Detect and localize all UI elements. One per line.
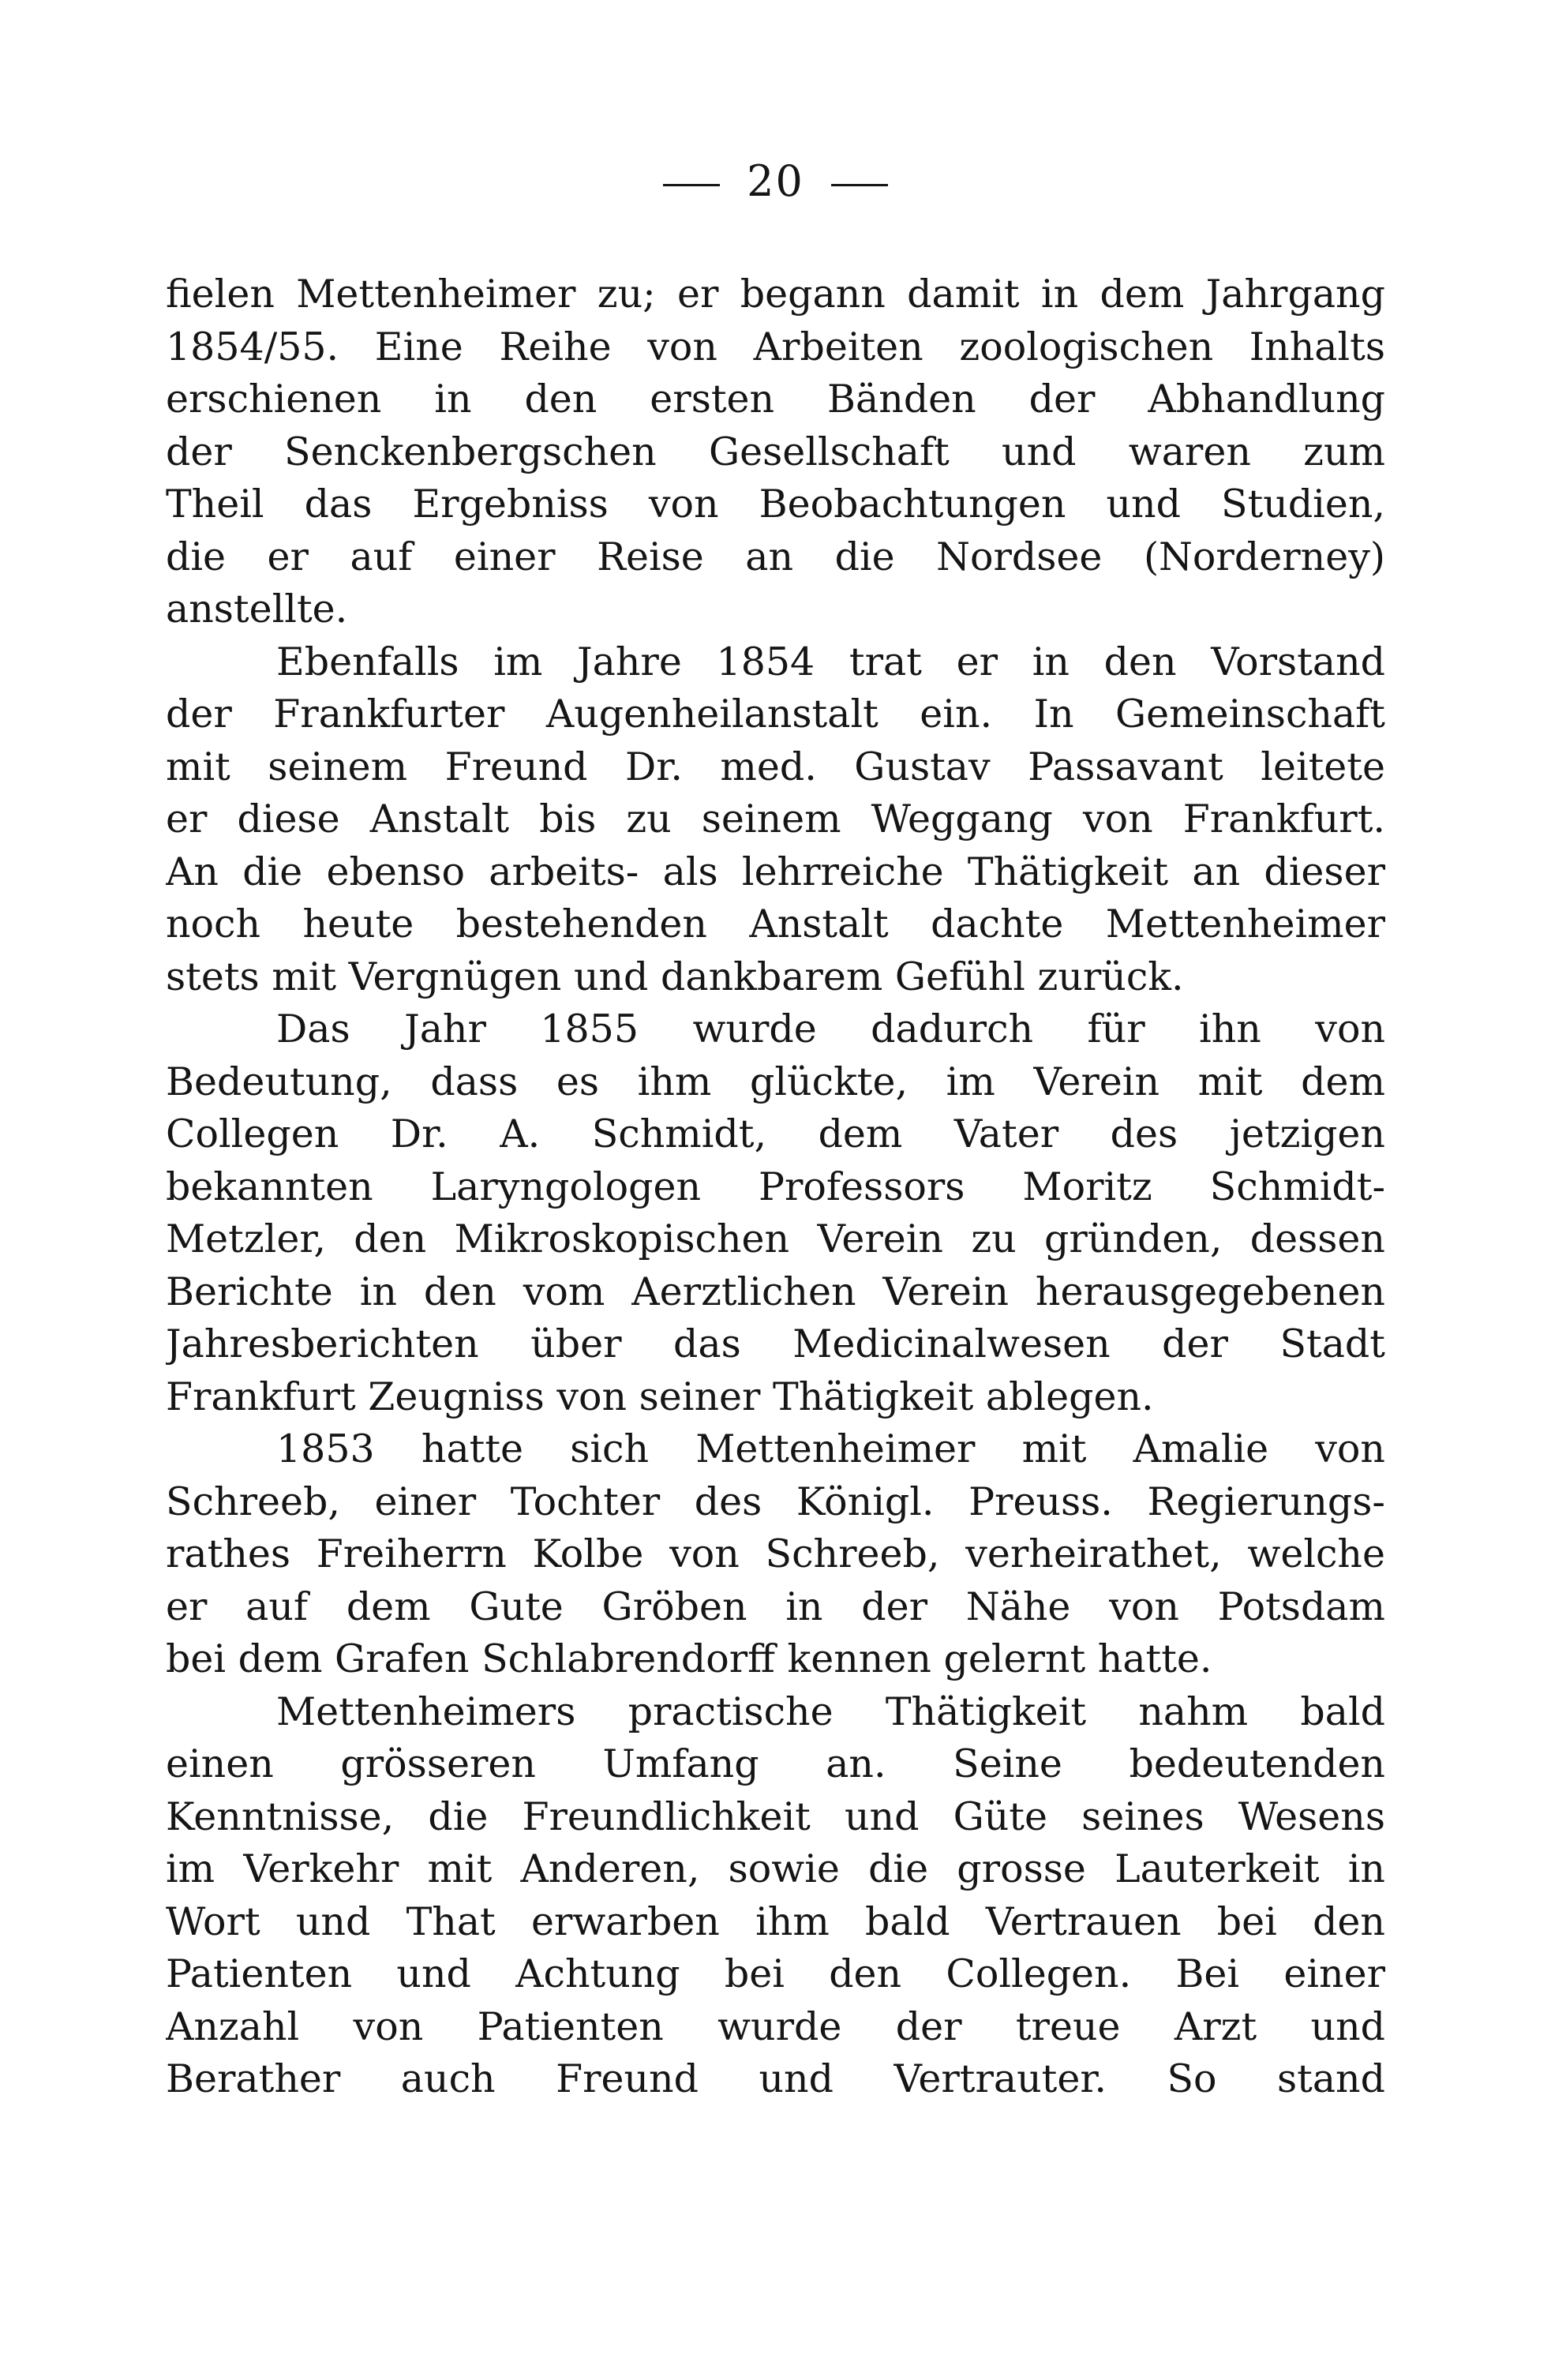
text-line: mit seinem Freund Dr. med. Gustav Passavant leitete — [166, 744, 1385, 789]
text-line: im Verkehr mit Anderen, sowie die grosse Lauterkeit in — [166, 1846, 1385, 1891]
text-line: Kenntnisse, die Freundlichkeit und Güte seines Wesens — [166, 1793, 1385, 1839]
text-line: Das Jahr 1855 wurde dadurch für ihn von — [276, 1006, 1385, 1051]
text-line: bekannten Laryngologen Professors Moritz Schmidt- — [166, 1164, 1385, 1209]
text-line: Collegen Dr. A. Schmidt, dem Vater des jetzigen — [166, 1111, 1385, 1156]
text-line: Bedeutung, dass es ihm glückte, im Verein mit dem — [166, 1059, 1385, 1104]
text-line: anstellte. — [166, 587, 348, 632]
text-line: Ebenfalls im Jahre 1854 trat er in den Vorstand — [276, 639, 1385, 684]
text-line: Theil das Ergebniss von Beobachtungen und Studien, — [166, 482, 1385, 527]
text-line: erschienen in den ersten Bänden der Abhandlung — [166, 377, 1385, 422]
text-line: Mettenheimers practische Thätigkeit nahm bald — [276, 1688, 1385, 1734]
left-dash — [663, 184, 720, 186]
text-line: Patienten und Achtung bei den Collegen. Bei einer — [166, 1951, 1385, 1996]
text-line: Jahresberichten über das Medicinalwesen der Stadt — [166, 1321, 1385, 1366]
text-line: stets mit Vergnügen und dankbarem Gefühl zurück. — [166, 954, 1184, 999]
text-line: rathes Freiherrn Kolbe von Schreeb, verheirathet, welche — [166, 1531, 1385, 1576]
text-line: die er auf einer Reise an die Nordsee (Norderney) — [166, 534, 1385, 579]
page-number: 20 — [747, 156, 804, 206]
text-line: er diese Anstalt bis zu seinem Weggang von Frankfurt. — [166, 796, 1385, 841]
text-line: er auf dem Gute Gröben in der Nähe von Potsdam — [166, 1584, 1385, 1629]
text-line: An die ebenso arbeits- als lehrreiche Thätigkeit an dieser — [166, 849, 1385, 894]
text-line: Frankfurt Zeugniss von seiner Thätigkeit ablegen. — [166, 1374, 1154, 1419]
right-dash — [831, 184, 888, 186]
text-line: Wort und That erwarben ihm bald Vertrauen bei den — [166, 1898, 1385, 1944]
text-line: der Senckenbergschen Gesellschaft und waren zum — [166, 429, 1385, 474]
text-line: 1853 hatte sich Mettenheimer mit Amalie von — [276, 1426, 1385, 1471]
text-line: einen grösseren Umfang an. Seine bedeutenden — [166, 1741, 1385, 1786]
text-line: noch heute bestehenden Anstalt dachte Mettenheimer — [166, 901, 1385, 946]
text-line: 1854/55. Eine Reihe von Arbeiten zoologischen Inhalts — [166, 324, 1385, 369]
text-line: fielen Mettenheimer zu; er begann damit in dem Jahrgang — [166, 272, 1385, 317]
page-number-header — [0, 156, 1551, 206]
text-line: Berather auch Freund und Vertrauter. So stand — [166, 2056, 1385, 2101]
text-line: Schreeb, einer Tochter des Königl. Preuss. Regierungs- — [166, 1479, 1385, 1524]
body-text — [166, 268, 1385, 2106]
text-line: Berichte in den vom Aerztlichen Verein herausgegebenen — [166, 1269, 1385, 1314]
text-line: Anzahl von Patienten wurde der treue Arzt und — [166, 2003, 1385, 2049]
text-line: Metzler, den Mikroskopischen Verein zu gründen, dessen — [166, 1216, 1385, 1261]
text-line: der Frankfurter Augenheilanstalt ein. In Gemeinschaft — [166, 692, 1385, 736]
text-line: bei dem Grafen Schlabrendorff kennen gelernt hatte. — [166, 1636, 1212, 1681]
